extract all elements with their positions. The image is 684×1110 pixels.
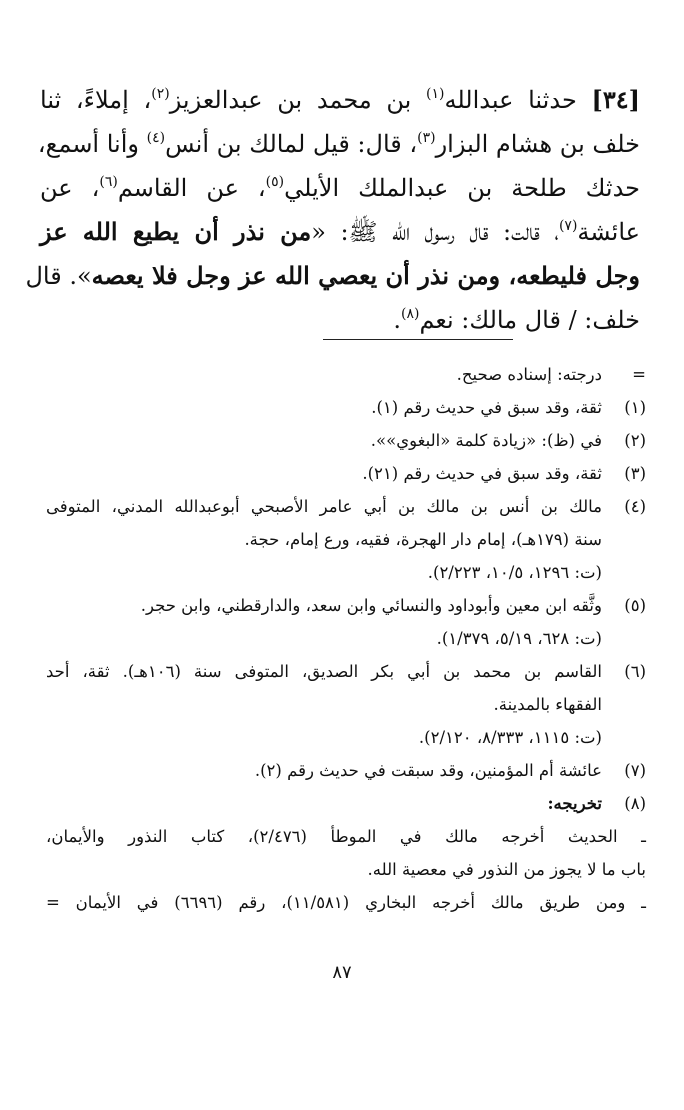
footnote-marker: (٨) [624, 794, 646, 813]
page-number: ٨٧ [332, 962, 352, 983]
footnote-marker: (٢) [624, 431, 646, 450]
footnote-ref-1[interactable]: (١) [426, 86, 445, 102]
footnote-7: (٧) عائشة أم المؤمنين، وقد سبقت في حديث رقم (٢). [46, 754, 646, 787]
hadith-line-1: [٣٤] حدثنا عبدالله$^{(١)}$ بن محمد بن عبدالعزيز$^{(٢)}$، إملاءً، ثنا [40, 85, 640, 114]
footnote-marker: (٤) [624, 497, 646, 516]
footnote-marker: (١) [624, 398, 646, 417]
footnote-ref-6[interactable]: (٦) [99, 174, 118, 190]
footnote-marker: (٥) [624, 596, 646, 615]
footnote-marker: (٣) [624, 464, 646, 483]
footnotes [46, 358, 646, 919]
footnote-1: (١) ثقة، وقد سبق في حديث رقم (١). [46, 391, 646, 424]
takhrij-title: تخريجه: [547, 794, 602, 813]
footnote-marker: (٦) [624, 662, 646, 681]
footnote-3: (٣) ثقة، وقد سبق في حديث رقم (٢١). [46, 457, 646, 490]
hadith-line-2: خلف بن هشام البزار$^{(٣)}$، قال: قيل لمالك بن أنس$^{(٤)}$ وأنا أسمع، [37, 130, 640, 158]
takhrij-line-2: باب ما لا يجوز من النذور في معصية الله. [367, 860, 646, 879]
hadith-number: [٣٤] [591, 85, 640, 114]
footnote-degree: = درجته: إسناده صحيح. [46, 358, 646, 391]
footnote-ref-7[interactable]: (٧) [558, 218, 578, 234]
footnote-ref-4[interactable]: (٤) [146, 130, 166, 146]
hadith-line-4: عائشة$^{(٧)}$، قالت: قال رسول الله ﷺ: «من نذر أن يطيع الله عز [40, 217, 640, 246]
footnote-ref-5[interactable]: (٥) [265, 174, 285, 190]
footnote-ref-8[interactable]: (٨) [400, 306, 420, 322]
footnote-6: (٦) القاسم بن محمد بن أبي بكر الصديق، المتوفى سنة (١٠٦هـ). ثقة، أحد الفقهاء بالمدينة. (ت: ١١١٥، ٨/٣٣٣، ٢/١٢٠). [46, 655, 646, 754]
footnote-2: (٢) في (ظ): «زيادة كلمة «البغوي»». [46, 424, 646, 457]
footnote-separator [323, 339, 513, 340]
hadith-line-6: خلف: / قال مالك: نعم$^{(٨)}$. [393, 306, 640, 334]
hadith-line-5: وجل فليطعه، ومن نذر أن يعصي الله عز وجل فلا يعصه». قال [25, 261, 640, 290]
hadith-text [25, 78, 641, 342]
footnote-4: (٤) مالك بن أنس بن مالك بن أبي عامر الأصبحي أبوعبدالله المدني، المتوفى سنة (١٧٩هـ)، إمام دار الهجرة، فقيه، ورع إمام، حجة. (ت: ١٢٩٦، ١٠/٥، ٢/٢٢٣). [46, 490, 646, 589]
footnote-ref-3[interactable]: (٣) [417, 130, 436, 146]
hadith-line-3: حدثك طلحة بن عبدالملك الأيلي$^{(٥)}$، عن القاسم$^{(٦)}$، عن [40, 174, 641, 202]
footnote-5: (٥) وثَّقه ابن معين وأبوداود والنسائي وابن سعد، والدارقطني، وابن حجر. (ت: ٦٢٨، ٥/١٩، ١/٣٧٩). [46, 589, 646, 655]
footnote-marker: (٧) [624, 761, 646, 780]
footnote-8 [46, 787, 646, 820]
takhrij-line-1: ـ الحديث أخرجه مالك في الموطأ (٢/٤٧٦)، كتاب النذور والأيمان، [46, 827, 646, 846]
footnote-ref-2[interactable]: (٢) [151, 86, 170, 102]
continuation-marker: = [632, 365, 646, 384]
takhrij-line-3: ـ ومن طريق مالك أخرجه البخاري (١١/٥٨١)، رقم (٦٦٩٦) في الأيمان = [46, 893, 646, 912]
